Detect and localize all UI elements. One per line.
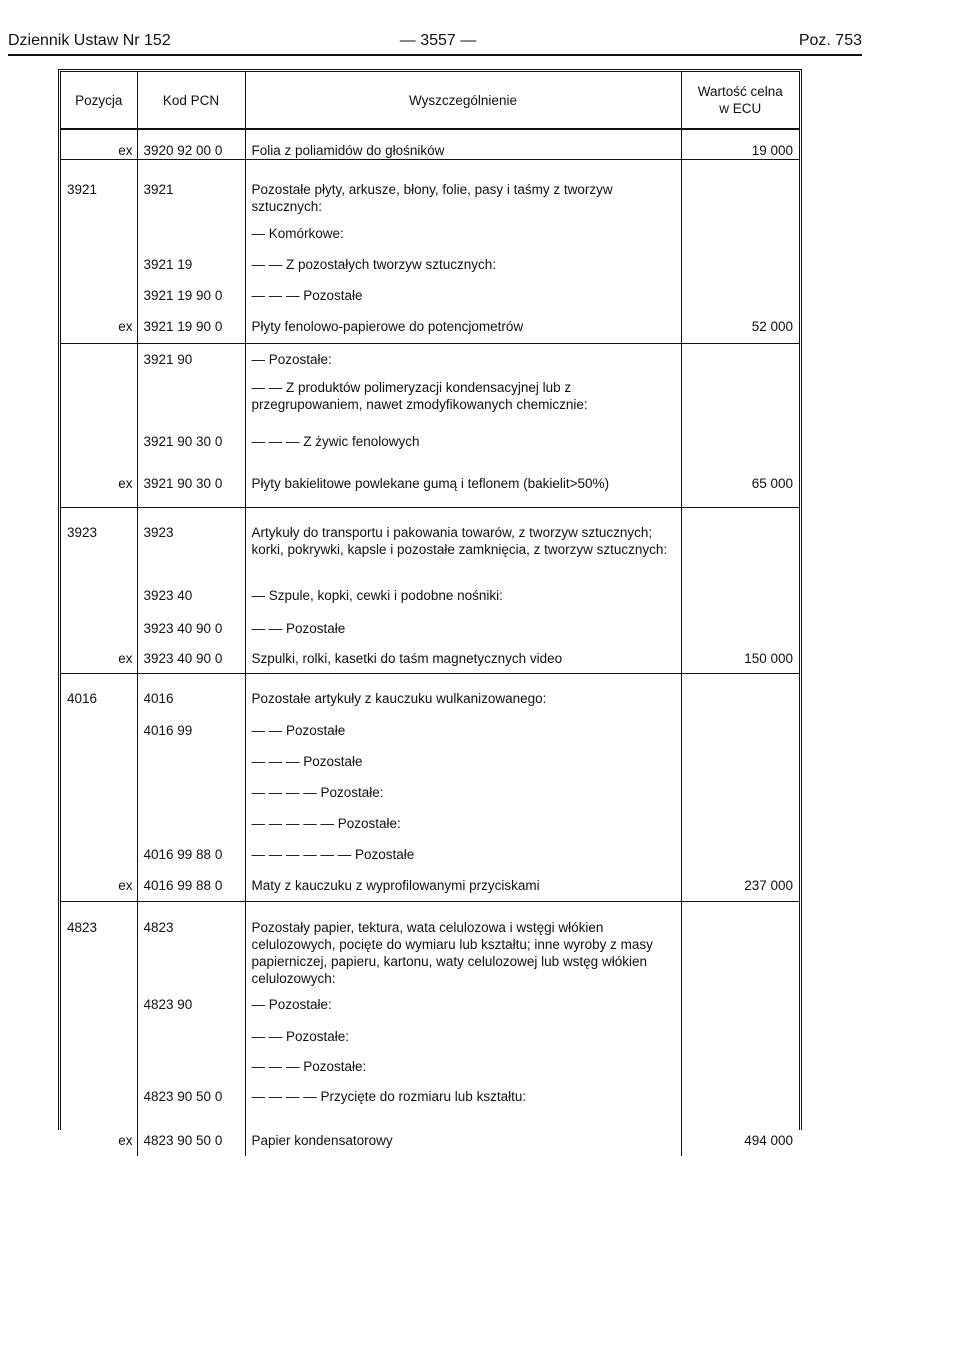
position-cell	[61, 613, 137, 643]
position-cell	[61, 715, 137, 746]
spacer-cell	[61, 507, 137, 517]
tariff-table	[61, 72, 799, 1156]
pcn-code-cell: 4823 90	[137, 989, 245, 1021]
customs-value-cell	[681, 427, 799, 463]
customs-value-cell	[681, 517, 799, 580]
page-number: — 3557 —	[399, 32, 477, 49]
table-row	[61, 1081, 799, 1112]
position-cell	[61, 989, 137, 1021]
table-row	[61, 870, 799, 901]
column-header-wartosc-line2: w ECU	[719, 101, 762, 116]
description-cell: Folia z poliamidów do głośników	[245, 129, 681, 160]
pcn-code-cell: 4823 90 50 0	[137, 1081, 245, 1112]
table-row	[61, 427, 799, 463]
description-cell: — Szpule, kopki, cewki i podobne nośniki:	[245, 580, 681, 613]
position-cell	[61, 1021, 137, 1051]
customs-value-cell	[681, 715, 799, 746]
pcn-code-cell: 3921 19 90 0	[137, 311, 245, 343]
spacer-cell	[245, 674, 681, 684]
customs-value-cell	[681, 1021, 799, 1051]
description-cell: Pozostały papier, tektura, wata celulozowa i wstęgi włókien celulozowych, pocięte do wymiaru lub kształtu; inne wyroby z masy papierniczej, papieru, kartonu, waty celulozowej lub wstęg włókien celulozowych:	[245, 911, 681, 989]
spacer-cell	[245, 507, 681, 517]
table-row	[61, 643, 799, 674]
pcn-code-cell: 3920 92 00 0	[137, 129, 245, 160]
table-row	[61, 580, 799, 613]
description-cell: Płyty fenolowo-papierowe do potencjometrów	[245, 311, 681, 343]
description-cell: — Komórkowe:	[245, 218, 681, 249]
position-cell	[61, 746, 137, 777]
customs-value-cell	[681, 777, 799, 808]
table-row	[61, 911, 799, 989]
table-row	[61, 1021, 799, 1051]
customs-value-cell	[681, 613, 799, 643]
customs-value-cell	[681, 249, 799, 280]
description-cell: Szpulki, rolki, kasetki do taśm magnetycznych video	[245, 643, 681, 674]
journal-title: Dziennik Ustaw Nr 152	[8, 32, 171, 49]
customs-value-cell	[681, 280, 799, 311]
customs-value-cell	[681, 683, 799, 715]
spacer-cell	[61, 160, 137, 170]
pcn-code-cell: 4016 99	[137, 715, 245, 746]
pcn-code-cell: 3921 90 30 0	[137, 427, 245, 463]
pcn-code-cell: 3923 40 90 0	[137, 613, 245, 643]
position-cell	[61, 373, 137, 427]
position-cell: ex	[118, 1132, 133, 1148]
pcn-code-cell: 3921 19	[137, 249, 245, 280]
pcn-code-cell	[137, 218, 245, 249]
row-spacer	[61, 901, 799, 911]
position-cell: 4016	[67, 691, 98, 706]
position-cell	[61, 1051, 137, 1081]
pcn-code-cell: 4016 99 88 0	[137, 839, 245, 870]
description-cell: — — — Pozostałe	[245, 280, 681, 311]
customs-value-cell	[681, 989, 799, 1021]
description-cell: — Pozostałe:	[245, 989, 681, 1021]
position-cell	[61, 580, 137, 613]
position-cell: 3921	[67, 182, 98, 197]
spacer-cell	[137, 674, 245, 684]
pcn-code-cell: 3923 40	[137, 580, 245, 613]
table-row	[61, 1112, 799, 1156]
description-cell: — — — — Pozostałe:	[245, 777, 681, 808]
table-row	[61, 129, 799, 160]
spacer-cell	[681, 160, 799, 170]
table-row	[61, 463, 799, 507]
position-number: Poz. 753	[798, 32, 862, 49]
position-cell: 4823	[67, 919, 98, 935]
table-row	[61, 311, 799, 343]
customs-value-cell: 237 000	[681, 870, 799, 901]
table-header-row	[61, 72, 799, 129]
table-row	[61, 280, 799, 311]
description-cell: — — Z pozostałych tworzyw sztucznych:	[245, 249, 681, 280]
column-header-pozycja: Pozycja	[61, 72, 137, 129]
position-cell	[61, 343, 137, 373]
description-cell: Pozostałe płyty, arkusze, błony, folie, pasy i taśmy z tworzyw sztucznych:	[245, 169, 681, 218]
pcn-code-cell: 3923	[137, 517, 245, 580]
spacer-cell	[61, 901, 137, 911]
description-cell: Papier kondensatorowy	[245, 1112, 681, 1156]
position-cell	[61, 839, 137, 870]
table-row	[61, 1051, 799, 1081]
table-row	[61, 777, 799, 808]
pcn-code-cell	[137, 373, 245, 427]
row-spacer	[61, 160, 799, 170]
table-row	[61, 746, 799, 777]
spacer-cell	[681, 901, 799, 911]
description-cell: — — — — — Pozostałe:	[245, 808, 681, 839]
customs-value-cell: 150 000	[681, 643, 799, 674]
spacer-cell	[681, 507, 799, 517]
column-header-wartosc-line1: Wartość celna	[697, 84, 783, 99]
page-header	[8, 30, 862, 56]
description-cell: — — Z produktów polimeryzacji kondensacyjnej lub z przegrupowaniem, nawet zmodyfikowanych chemicznie:	[245, 373, 681, 427]
spacer-cell	[681, 674, 799, 684]
pcn-code-cell: 3921	[137, 169, 245, 218]
customs-value-cell: 494 000	[681, 1112, 799, 1156]
position-cell: ex	[61, 129, 137, 160]
table-row	[61, 343, 799, 373]
description-cell: Płyty bakielitowe powlekane gumą i teflonem (bakielit>50%)	[245, 463, 681, 507]
position-cell: ex	[61, 870, 137, 901]
pcn-code-cell	[137, 777, 245, 808]
position-cell: 3923	[67, 524, 98, 540]
position-cell: ex	[61, 643, 137, 674]
position-cell: ex	[61, 463, 137, 507]
column-header-kod: Kod PCN	[137, 72, 245, 129]
pcn-code-cell: 4016	[137, 683, 245, 715]
pcn-code-cell	[137, 746, 245, 777]
position-cell	[61, 427, 137, 463]
spacer-cell	[137, 901, 245, 911]
pcn-code-cell: 3923 40 90 0	[137, 643, 245, 674]
spacer-cell	[137, 507, 245, 517]
table-row	[61, 218, 799, 249]
table-row	[61, 249, 799, 280]
customs-value-cell	[681, 1081, 799, 1112]
pcn-code-cell: 3921 90 30 0	[137, 463, 245, 507]
description-cell: — Pozostałe:	[245, 343, 681, 373]
spacer-cell	[245, 901, 681, 911]
column-header-opis: Wyszczególnienie	[245, 72, 681, 129]
row-spacer	[61, 674, 799, 684]
position-cell	[61, 280, 137, 311]
table-row	[61, 169, 799, 218]
pcn-code-cell: 3921 19 90 0	[137, 280, 245, 311]
customs-value-cell	[681, 218, 799, 249]
row-spacer	[61, 507, 799, 517]
description-cell: — — — — Przycięte do rozmiaru lub kształtu:	[245, 1081, 681, 1112]
description-cell: — — Pozostałe	[245, 613, 681, 643]
customs-value-cell	[681, 1051, 799, 1081]
position-cell	[61, 1081, 137, 1112]
pcn-code-cell: 4016 99 88 0	[137, 870, 245, 901]
table-body	[61, 129, 799, 1156]
customs-value-cell	[681, 580, 799, 613]
customs-value-cell	[681, 343, 799, 373]
position-cell	[61, 808, 137, 839]
spacer-cell	[137, 160, 245, 170]
description-cell: — — — Pozostałe:	[245, 1051, 681, 1081]
description-cell: Artykuły do transportu i pakowania towarów, z tworzyw sztucznych; korki, pokrywki, kapsle i pozostałe zamknięcia, z tworzyw sztucznych:	[245, 517, 681, 580]
pcn-code-cell: 4823 90 50 0	[137, 1112, 245, 1156]
position-cell	[61, 218, 137, 249]
customs-value-cell	[681, 746, 799, 777]
table-row	[61, 989, 799, 1021]
table-row	[61, 613, 799, 643]
tariff-table-frame	[58, 69, 802, 1148]
spacer-cell	[61, 674, 137, 684]
description-cell: Maty z kauczuku z wyprofilowanymi przyciskami	[245, 870, 681, 901]
pcn-code-cell	[137, 808, 245, 839]
description-cell: Pozostałe artykuły z kauczuku wulkanizowanego:	[245, 683, 681, 715]
customs-value-cell	[681, 808, 799, 839]
table-row	[61, 373, 799, 427]
pcn-code-cell	[137, 1021, 245, 1051]
customs-value-cell	[681, 169, 799, 218]
description-cell: — — — — — — Pozostałe	[245, 839, 681, 870]
table-row	[61, 839, 799, 870]
customs-value-cell	[681, 911, 799, 989]
customs-value-cell	[681, 373, 799, 427]
pcn-code-cell: 3921 90	[137, 343, 245, 373]
position-cell	[61, 249, 137, 280]
customs-value-cell: 52 000	[681, 311, 799, 343]
table-row	[61, 683, 799, 715]
spacer-cell	[245, 160, 681, 170]
pcn-code-cell: 4823	[137, 911, 245, 989]
pcn-code-cell	[137, 1051, 245, 1081]
table-row	[61, 517, 799, 580]
description-cell: — — — Z żywic fenolowych	[245, 427, 681, 463]
table-row	[61, 808, 799, 839]
customs-value-cell: 19 000	[681, 129, 799, 160]
position-cell: ex	[61, 311, 137, 343]
table-row	[61, 715, 799, 746]
description-cell: — — — Pozostałe	[245, 746, 681, 777]
description-cell: — — Pozostałe	[245, 715, 681, 746]
customs-value-cell	[681, 839, 799, 870]
column-header-wartosc	[681, 72, 799, 129]
description-cell: — — Pozostałe:	[245, 1021, 681, 1051]
customs-value-cell: 65 000	[681, 463, 799, 507]
position-cell	[61, 777, 137, 808]
